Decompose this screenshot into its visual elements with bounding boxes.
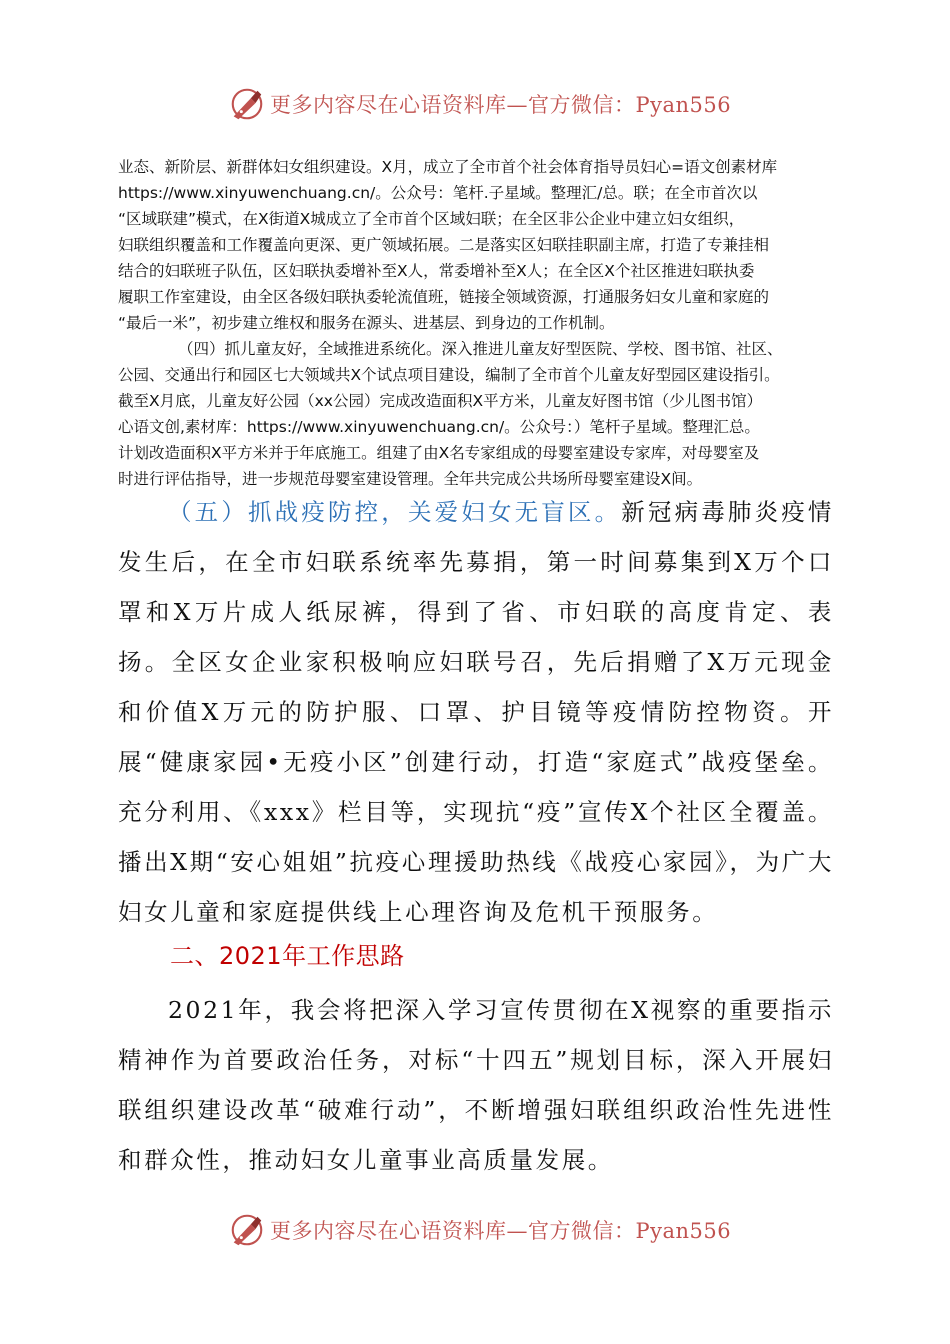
- text-line: 截至X月底，儿童友好公园（xx公园）完成改造面积X平方米，儿童友好图书馆（少儿图书馆）: [118, 392, 763, 410]
- section-five-text: [118, 487, 834, 937]
- section-heading: 二、2021年工作思路: [170, 942, 405, 970]
- text-line: （四）抓儿童友好，全域推进系统化。深入推进儿童友好型医院、学校、图书馆、社区、: [178, 340, 783, 358]
- banner-text: 更多内容尽在心语资料库—官方微信：Pyan556: [270, 1219, 732, 1243]
- text-line: 心语文创,素材库：https://www.xinyuwenchuang.cn/。公众号：）笔杆子星域。整理汇总。: [118, 418, 760, 436]
- text-line: “最后一米”，初步建立维权和服务在源头、进基层、到身边的工作机制。: [118, 314, 615, 332]
- section-five-lead: （五）抓战疫防控，关爱妇女无盲区。: [168, 498, 622, 526]
- text-line: 时进行评估指导，进一步规范母婴室建设管理。全年共完成公共场所母婴室建设X间。: [118, 470, 703, 488]
- banner-text: 更多内容尽在心语资料库—官方微信：Pyan556: [270, 93, 732, 117]
- paragraph-work-plan: [118, 985, 834, 1185]
- text-line: “区域联建”模式，在X街道X城成立了全市首个区域妇联；在全区非公企业中建立妇女组织，: [118, 210, 745, 228]
- closing-paragraph-text: 2021年，我会将把深入学习宣传贯彻在X视察的重要指示精神作为首要政治任务，对标“十四五”规划目标，深入开展妇联组织建设改革“破难行动”，不断增强妇联组织政治性先进性和群众性，推动妇女儿童事业高质量发展。: [118, 996, 834, 1174]
- paragraph-epidemic-control: [118, 487, 834, 937]
- header-banner: [228, 82, 731, 126]
- section-five-body: 新冠病毒肺炎疫情发生后，在全市妇联系统率先募捐，第一时间募集到X万个口罩和X万片成人纸尿裤，得到了省、市妇联的高度肯定、表扬。全区女企业家积极响应妇联号召，先后捐赠了X万元现金和价值X万元的防护服、口罩、护目镜等疫情防控物资。开展“健康家园•无疫小区”创建行动，打造“家庭式”战疫堡垒。充分利用、《xxx》栏目等，实现抗“疫”宣传X个社区全覆盖。播出X期“安心姐姐”抗疫心理援助热线《战疫心家园》，为广大妇女儿童和家庭提供线上心理咨询及危机干预服务。: [118, 498, 834, 926]
- paragraph-org-building: [118, 154, 840, 336]
- footer-banner: [228, 1208, 731, 1252]
- text-line: 公园、交通出行和园区七大领域共X个试点项目建设，编制了全市首个儿童友好型园区建设指引。: [118, 366, 780, 384]
- pen-nib-logo-icon: [228, 85, 266, 123]
- text-line: 履职工作室建设，由全区各级妇联执委轮流值班，链接全领域资源，打通服务妇女儿童和家庭的: [118, 288, 770, 306]
- text-line: https://www.xinyuwenchuang.cn/。公众号：笔杆.子星域。整理汇/总。联；在全市首次以: [118, 184, 758, 202]
- text-line: 结合的妇联班子队伍，区妇联执委增补至X人，常委增补至X人；在全区X个社区推进妇联执委: [118, 262, 755, 280]
- text-line: 计划改造面积X平方米并于年底施工。组建了由X名专家组成的母婴室建设专家库，对母婴室及: [118, 444, 760, 462]
- pen-nib-logo-icon: [228, 1211, 266, 1249]
- text-line: 业态、新阶层、新群体妇女组织建设。X月，成立了全市首个社会体育指导员妇心=语文创素材库: [118, 158, 778, 176]
- text-line: 妇联组织覆盖和工作覆盖向更深、更广领域拓展。二是落实区妇联挂职副主席，打造了专兼挂相: [118, 236, 770, 254]
- paragraph-child-friendly: [118, 336, 840, 492]
